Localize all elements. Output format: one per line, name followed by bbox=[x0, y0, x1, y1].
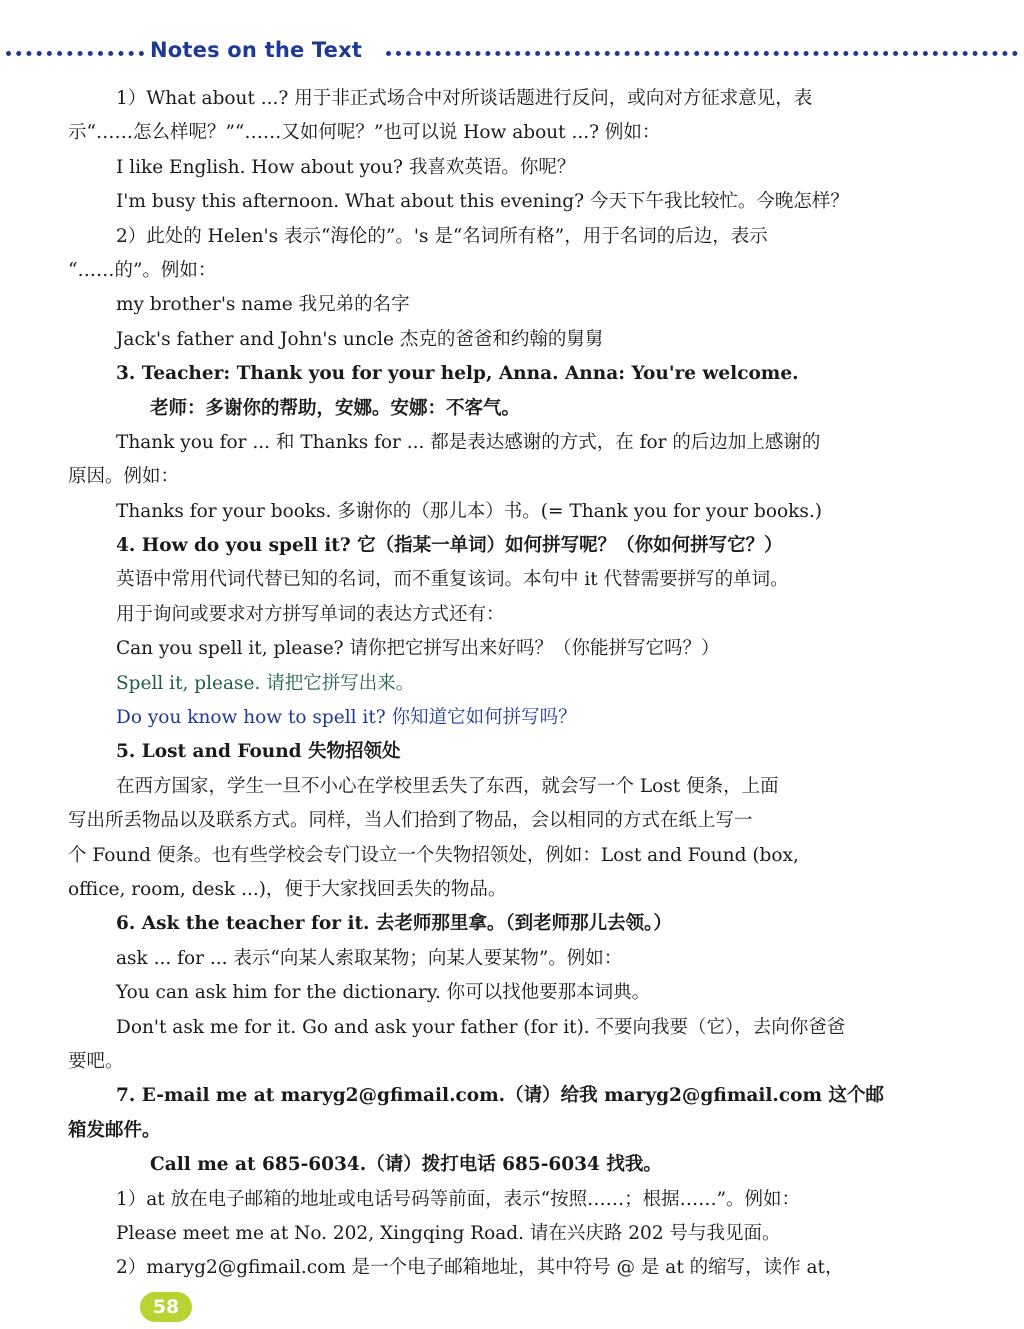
note-line: 3. Teacher: Thank you for your help, Anna. Anna: You're welcome. bbox=[116, 363, 799, 385]
note-line: Spell it, please. 请把它拼写出来。 bbox=[116, 672, 415, 694]
note-line: 示“……怎么样呢？”“……又如何呢？”也可以说 How about ...? 例如： bbox=[68, 122, 661, 144]
note-line: I'm busy this afternoon. What about this evening? 今天下午我比较忙。今晚怎样？ bbox=[116, 191, 849, 213]
header-dotted-rule-right bbox=[386, 51, 1018, 56]
note-line: 老师：多谢你的帮助，安娜。安娜：不客气。 bbox=[150, 397, 521, 419]
note-line: I like English. How about you? 我喜欢英语。你呢？ bbox=[116, 156, 576, 178]
note-line: 在西方国家，学生一旦不小心在学校里丢失了东西，就会写一个 Lost 便条，上面 bbox=[116, 775, 779, 797]
note-line: 1）What about ...? 用于非正式场合中对所谈话题进行反问，或向对方征求意见，表 bbox=[116, 88, 813, 109]
note-line: 5. Lost and Found 失物招领处 bbox=[116, 741, 401, 763]
note-line: 用于询问或要求对方拼写单词的表达方式还有： bbox=[116, 603, 505, 625]
note-line: Jack's father and John's uncle 杰克的爸爸和约翰的舅舅 bbox=[116, 328, 604, 350]
section-header bbox=[0, 38, 1024, 68]
note-line: Thanks for your books. 多谢你的（那儿本）书。(= Thank you for your books.) bbox=[116, 500, 822, 522]
page-number-badge bbox=[140, 1292, 192, 1322]
note-line: Please meet me at No. 202, Xingqing Road. 请在兴庆路 202 号与我见面。 bbox=[116, 1222, 781, 1244]
note-line: my brother's name 我兄弟的名字 bbox=[116, 294, 410, 316]
note-line: 原因。例如： bbox=[68, 466, 180, 488]
note-line: 1）at 放在电子邮箱的地址或电话号码等前面，表示“按照……；根据……”。例如： bbox=[116, 1188, 801, 1210]
note-line: ask ... for ... 表示“向某人索取某物；向某人要某物”。例如： bbox=[116, 947, 623, 969]
note-line: 2）此处的 Helen's 表示“海伦的”。's 是“名词所有格”，用于名词的后边，表示 bbox=[116, 225, 768, 247]
note-line: 个 Found 便条。也有些学校会专门设立一个失物招领处，例如：Lost and Found (box, bbox=[68, 844, 799, 866]
note-line: 要吧。 bbox=[68, 1050, 124, 1072]
header-dotted-rule-left bbox=[6, 51, 144, 56]
note-line: 6. Ask the teacher for it. 去老师那里拿。（到老师那儿去领。） bbox=[116, 913, 672, 935]
notes-body bbox=[68, 82, 964, 1286]
page-number: 58 bbox=[152, 1296, 180, 1318]
note-line: Can you spell it, please? 请你把它拼写出来好吗？（你能拼写它吗？） bbox=[116, 638, 720, 660]
note-line: Thank you for ... 和 Thanks for ... 都是表达感谢的方式，在 for 的后边加上感谢的 bbox=[116, 431, 821, 453]
note-line: 2）maryg2@gfimail.com 是一个电子邮箱地址，其中符号 @ 是 at 的缩写，读作 at， bbox=[116, 1257, 844, 1279]
note-line: 英语中常用代词代替已知的名词，而不重复该词。本句中 it 代替需要拼写的单词。 bbox=[116, 569, 789, 591]
note-line: office, room, desk ...)，便于大家找回丢失的物品。 bbox=[68, 878, 507, 900]
note-line: 4. How do you spell it? 它（指某一单词）如何拼写呢？（你如何拼写它？） bbox=[116, 535, 783, 557]
note-line: Call me at 685-6034.（请）拨打电话 685-6034 找我。 bbox=[150, 1154, 662, 1176]
note-line: “……的”。例如： bbox=[68, 259, 217, 281]
note-line: 7. E-mail me at maryg2@gfimail.com.（请）给我 maryg2@gfimail.com 这个邮 bbox=[116, 1085, 884, 1107]
note-line: Do you know how to spell it? 你知道它如何拼写吗？ bbox=[116, 707, 577, 729]
note-line: 写出所丢物品以及联系方式。同样，当人们拾到了物品，会以相同的方式在纸上写一 bbox=[68, 810, 753, 832]
note-line: Don't ask me for it. Go and ask your father (for it). 不要向我要（它），去向你爸爸 bbox=[116, 1016, 846, 1038]
note-line: 箱发邮件。 bbox=[68, 1119, 161, 1141]
note-line: You can ask him for the dictionary. 你可以找他要那本词典。 bbox=[116, 982, 651, 1004]
section-title: Notes on the Text bbox=[150, 38, 363, 62]
